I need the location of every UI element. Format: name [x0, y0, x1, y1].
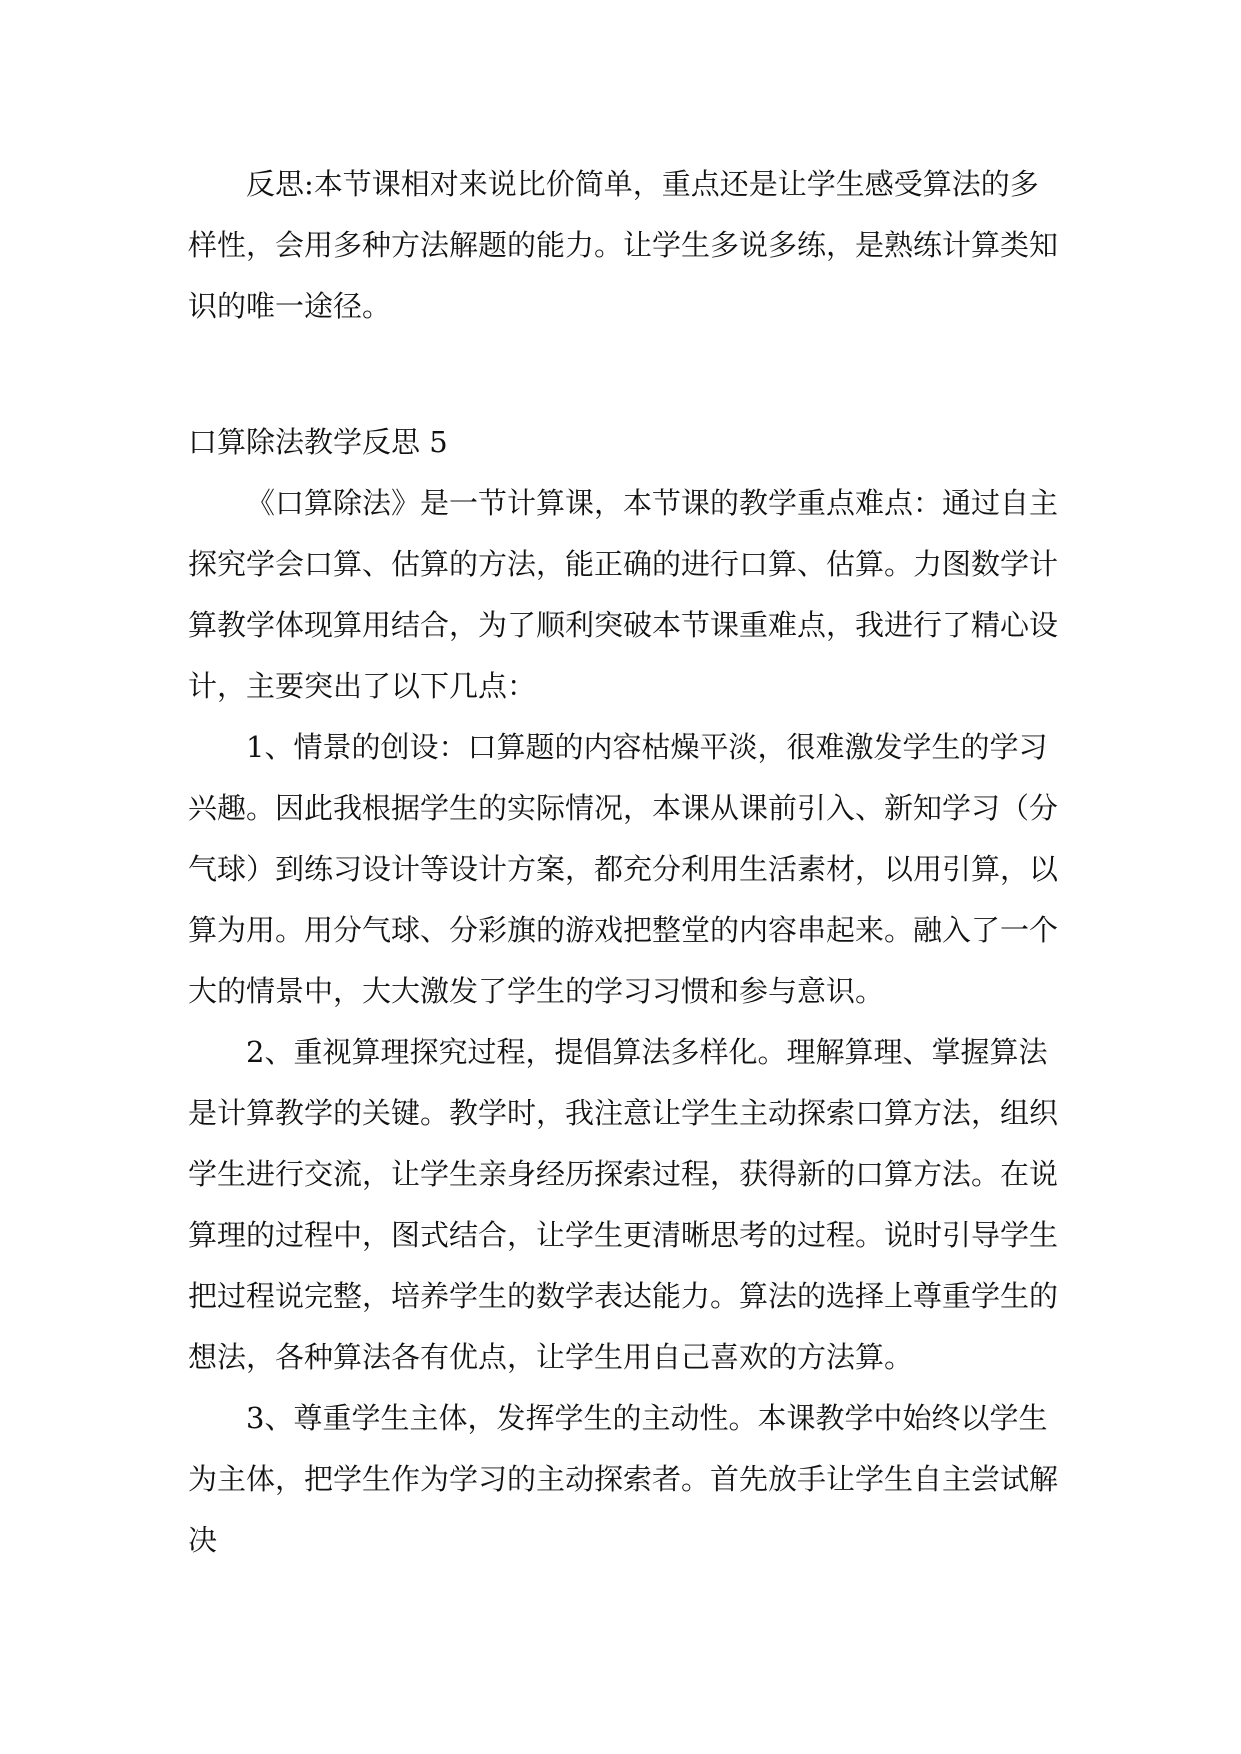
- reflection-block: [188, 154, 1058, 337]
- point-paragraph-2: 2、重视算理探究过程，提倡算法多样化。理解算理、掌握算法是计算教学的关键。教学时，我注意让学生主动探索口算方法，组织学生进行交流，让学生亲身经历探索过程，获得新的口算方法。在说算理的过程中，图式结合，让学生更清晰思考的过程。说时引导学生把过程说完整，培养学生的数学表达能力。算法的选择上尊重学生的想法，各种算法各有优点，让学生用自己喜欢的方法算。: [188, 1035, 1059, 1374]
- point-paragraph-1: 1、情景的创设：口算题的内容枯燥平淡，很难激发学生的学习兴趣。因此我根据学生的实际情况，本课从课前引入、新知学习（分气球）到练习设计等设计方案，都充分利用生活素材，以用引算，以算为用。用分气球、分彩旗的游戏把整堂的内容串起来。融入了一个大的情景中，大大激发了学生的学习习惯和参与意识。: [188, 730, 1059, 1008]
- section-block: [188, 412, 1058, 1571]
- section-heading: 口算除法教学反思 5: [188, 425, 448, 459]
- reflection-paragraph: 反思:本节课相对来说比价简单，重点还是让学生感受算法的多样性，会用多种方法解题的能力。让学生多说多练，是熟练计算类知识的唯一途径。: [188, 167, 1059, 323]
- intro-paragraph: 《口算除法》是一节计算课，本节课的教学重点难点：通过自主探究学会口算、估算的方法，能正确的进行口算、估算。力图数学计算教学体现算用结合，为了顺利突破本节课重难点，我进行了精心设计，主要突出了以下几点：: [188, 486, 1059, 703]
- point-paragraph-3: 3、尊重学生主体，发挥学生的主动性。本课教学中始终以学生为主体，把学生作为学习的主动探索者。首先放手让学生自主尝试解决: [188, 1401, 1059, 1557]
